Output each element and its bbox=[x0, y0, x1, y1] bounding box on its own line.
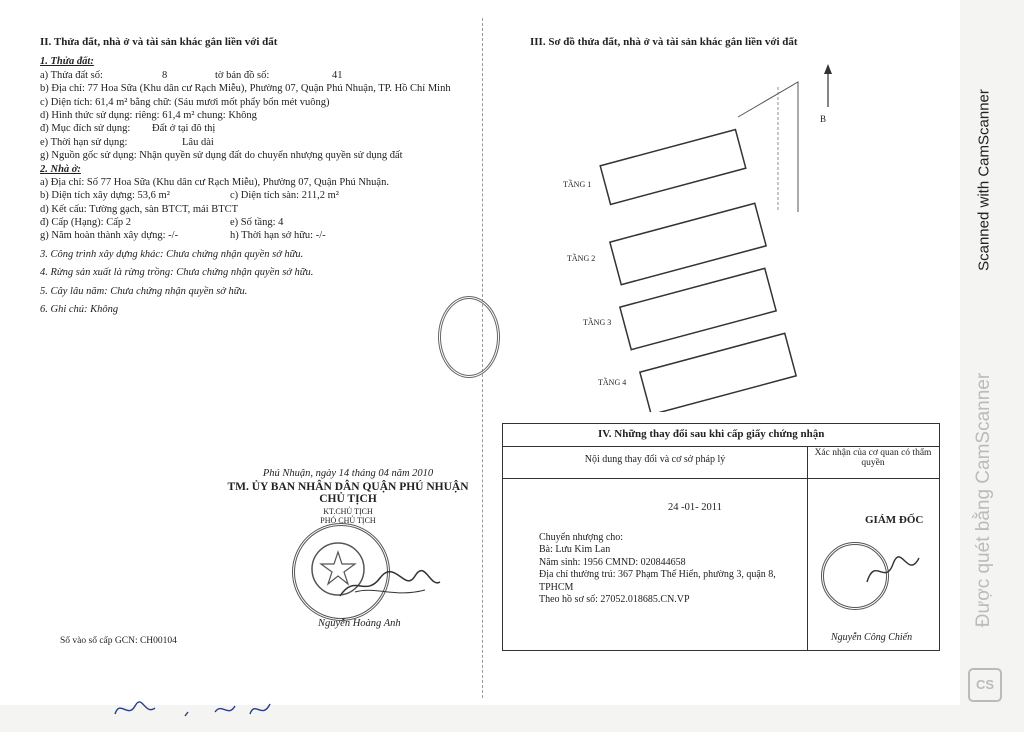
item-6-notes: 6. Ghi chú: Không bbox=[40, 304, 119, 316]
director-title: GIÁM ĐỐC bbox=[865, 514, 924, 526]
serial-number: Số vào sổ cấp GCN: CH00104 bbox=[60, 636, 177, 646]
floor-3-label: TẦNG 3 bbox=[583, 318, 612, 327]
camscanner-logo-icon: CS bbox=[968, 668, 1002, 702]
transferee-city: TPHCM bbox=[539, 581, 574, 593]
house-structure: d) Kết cấu: Tường gạch, sàn BTCT, mái BTCT bbox=[40, 203, 239, 215]
floor-2-label: TẦNG 2 bbox=[567, 254, 596, 263]
change-date: 24 -01- 2011 bbox=[668, 502, 722, 513]
land-heading: 1. Thửa đất: bbox=[40, 56, 94, 68]
section-iii-title: III. Sơ đồ thửa đất, nhà ở và tài sản khác gắn liền với đất bbox=[530, 36, 798, 48]
director-signature-icon bbox=[863, 552, 923, 592]
fold-seal-stamp bbox=[438, 296, 500, 378]
transfer-to: Chuyển nhượng cho: bbox=[539, 532, 624, 543]
file-number: Theo hồ sơ số: 27052.018685.CN.VP bbox=[539, 594, 690, 606]
item-5-perennial-trees: 5. Cây lâu năm: Chưa chứng nhận quyền sở hữu. bbox=[40, 285, 248, 297]
house-build-area: b) Diện tích xây dựng: 53,6 m² bbox=[40, 190, 170, 202]
item-4-forest: 4. Rừng sản xuất là rừng trồng: Chưa chứng nhận quyền sở hữu. bbox=[40, 267, 314, 279]
land-term-value: Lâu dài bbox=[182, 136, 214, 148]
changes-table bbox=[502, 423, 940, 651]
house-heading: 2. Nhà ở: bbox=[40, 163, 81, 175]
floor-1-label: TẦNG 1 bbox=[563, 180, 592, 189]
issue-date: Phú Nhuận, ngày 14 tháng 04 năm 2010 bbox=[262, 468, 434, 479]
transferee-name: Bà: Lưu Kim Lan bbox=[539, 544, 611, 556]
item-3-other-works: 3. Công trình xây dựng khác: Chưa chứng nhận quyền sở hữu. bbox=[40, 248, 304, 260]
house-floors: e) Số tầng: 4 bbox=[230, 217, 284, 229]
land-origin: g) Nguồn gốc sử dụng: Nhận quyền sử dụng đất do chuyển nhượng quyền sử dụng đất bbox=[40, 150, 403, 162]
floor-4-label: TẦNG 4 bbox=[598, 378, 627, 387]
land-sheet-label: tờ bản đồ số: bbox=[215, 69, 270, 81]
chairman-signature-icon bbox=[335, 568, 445, 604]
kt-chairman: KT.CHỦ TỊCH bbox=[323, 507, 373, 516]
left-page bbox=[40, 36, 480, 316]
land-purpose-value: Đất ở tại đô thị bbox=[152, 123, 216, 135]
land-sheet-number: 41 bbox=[332, 69, 343, 81]
north-label: B bbox=[820, 114, 827, 124]
land-address: b) Địa chỉ: 77 Hoa Sữa (Khu dân cư Rạch Miễu), Phường 07, Quận Phú Nhuận, TP. Hồ Chí Minh bbox=[40, 83, 451, 95]
handwritten-scribble-icon bbox=[110, 694, 280, 724]
land-a-label: a) Thửa đất số: bbox=[40, 69, 103, 81]
left-signer-name: Nguyễn Hoàng Anh bbox=[318, 618, 401, 629]
section-ii-title: II. Thửa đất, nhà ở và tài sản khác gắn liền với đất bbox=[40, 36, 278, 48]
land-parcel-number: 8 bbox=[162, 69, 168, 81]
land-usage-form: d) Hình thức sử dụng: riêng: 61,4 m² chung: Không bbox=[40, 109, 257, 121]
house-grade: đ) Cấp (Hạng): Cấp 2 bbox=[40, 217, 131, 229]
land-purpose-label: đ) Mục đích sử dụng: bbox=[40, 123, 131, 135]
authority-role: CHỦ TỊCH bbox=[319, 493, 377, 505]
col-authority-header: Xác nhận của cơ quan có thẩm quyền bbox=[814, 448, 932, 468]
col-content-header: Nội dung thay đổi và cơ sở pháp lý bbox=[584, 454, 726, 465]
land-area: c) Diện tích: 61,4 m² bằng chữ: (Sáu mươi mốt phẩy bốn mét vuông) bbox=[40, 96, 330, 108]
land-term-label: e) Thời hạn sử dụng: bbox=[40, 136, 128, 148]
scanner-watermark-vi: Được quét bằng CamScanner bbox=[973, 372, 994, 628]
house-address: a) Địa chỉ: Số 77 Hoa Sữa (Khu dân cư Rạch Miễu), Phường 07, Quận Phú Nhuận. bbox=[40, 176, 389, 188]
left-signature-block bbox=[218, 468, 478, 525]
house-floor-area: c) Diện tích sàn: 211,2 m² bbox=[230, 190, 339, 202]
transferee-address: Địa chỉ thường trú: 367 Phạm Thế Hiển, phường 3, quận 8, bbox=[539, 569, 776, 581]
house-ownership-term: h) Thời hạn sở hữu: -/- bbox=[230, 230, 326, 242]
vice-chairman: PHÓ CHỦ TỊCH bbox=[320, 516, 376, 525]
floor-plan-diagram bbox=[588, 62, 848, 412]
house-completion-year: g) Năm hoàn thành xây dựng: -/- bbox=[40, 230, 179, 242]
transferee-birth-id: Năm sinh: 1956 CMND: 020844658 bbox=[539, 556, 686, 568]
right-signer-name: Nguyễn Công Chiến bbox=[831, 632, 913, 643]
issuing-authority: TM. ỦY BAN NHÂN DÂN QUẬN PHÚ NHUẬN bbox=[227, 481, 469, 493]
section-iv-title: IV. Những thay đổi sau khi cấp giấy chứng nhận bbox=[598, 428, 825, 440]
scanner-watermark-en-text: Scanned with CamScanner bbox=[975, 89, 993, 271]
